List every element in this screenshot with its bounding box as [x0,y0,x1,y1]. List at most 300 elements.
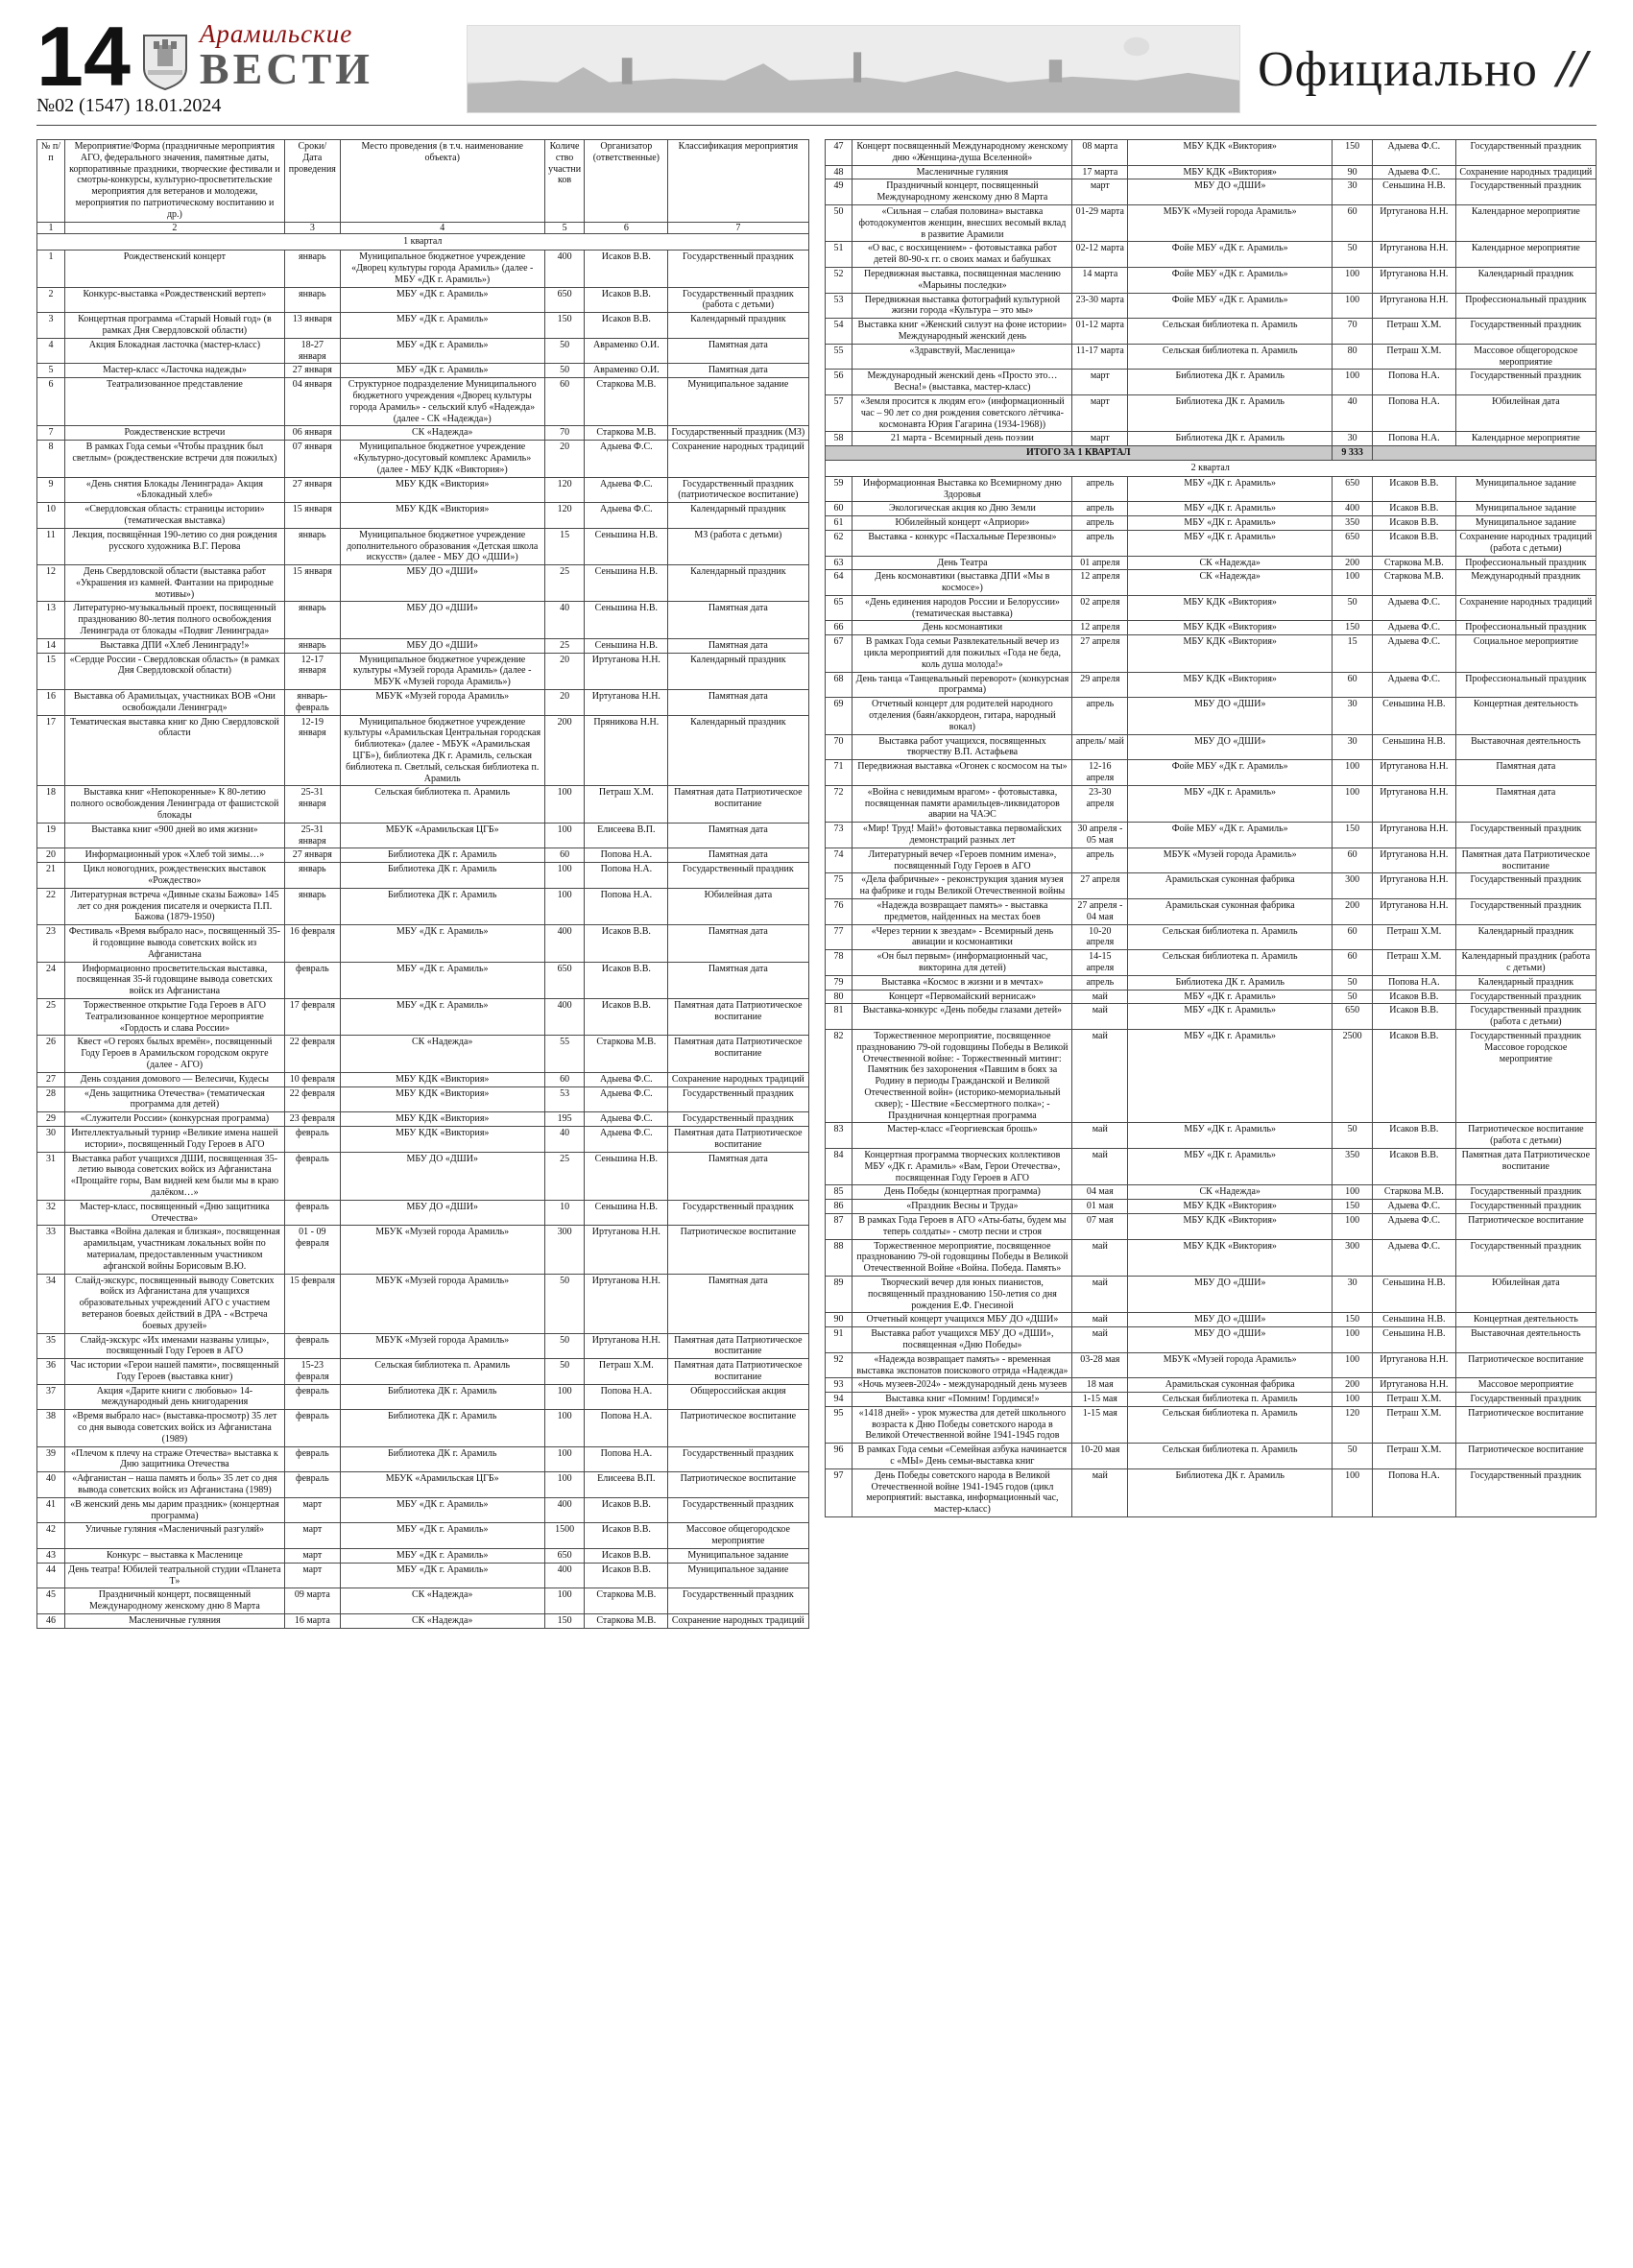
event-place: Муниципальное бюджетное учреждение дополнительного образования «Детская школа искусств» (далее - МБУ ДО «ДШИ») [340,528,544,564]
event-name: «Сильная – слабая половина» выставка фотодокументов женщин, внесших весомый вклад в развитие Арамили [853,204,1072,241]
column-number: 3 [284,222,340,234]
row-number: 21 [37,863,65,889]
organizer: Елисеева В.П. [585,1472,668,1498]
row-number: 63 [825,556,853,570]
row-number: 84 [825,1148,853,1184]
row-number: 38 [37,1410,65,1446]
participants-count: 30 [1333,432,1373,446]
event-name: «Афганистан – наша память и боль» 35 лет со дня вывода советских войск из Афганистана (1989) [64,1472,284,1498]
event-place: МБУ ДО «ДШИ» [340,565,544,602]
organizer: Петраш Х.М. [585,1359,668,1385]
participants-count: 100 [1333,785,1373,822]
event-name: «Ночь музеев-2024» - международный день музеев [853,1378,1072,1393]
classification: Муниципальное задание [668,1549,808,1564]
organizer: Старкова М.В. [1372,1185,1455,1200]
row-number: 41 [37,1497,65,1523]
event-date: май [1072,1468,1128,1516]
classification: Патриотическое воспитание [1455,1444,1596,1469]
event-date: 02 апреля [1072,595,1128,621]
event-name: Международный женский день «Просто это… Весна!» (выставка, мастер-класс) [853,370,1072,395]
event-date: май [1072,1327,1128,1353]
classification: Юбилейная дата [1455,394,1596,431]
row-number: 60 [825,502,853,516]
event-date: 04 мая [1072,1185,1128,1200]
participants-count: 25 [544,1152,585,1200]
table-row [37,338,809,364]
totals-filler [1372,446,1596,461]
organizer: Адыева Ф.С. [1372,595,1455,621]
participants-count: 100 [544,823,585,848]
event-date: 17 марта [1072,165,1128,179]
row-number: 37 [37,1384,65,1410]
event-place: Арамильская суконная фабрика [1128,873,1333,899]
table-row [825,1004,1597,1030]
event-place: МБУ «ДК г. Арамиль» [1128,1123,1333,1149]
classification: Календарное мероприятие [1455,204,1596,241]
event-name: Отчетный концерт для родителей народного отделения (баян/аккордеон, гитара, народный вокал) [853,698,1072,734]
event-name: Отчетный концерт учащихся МБУ ДО «ДШИ» [853,1313,1072,1327]
event-place: МБУ «ДК г. Арамиль» [340,338,544,364]
table-row [37,1200,809,1226]
city-panorama-image [467,25,1240,113]
participants-count: 650 [1333,530,1373,556]
event-place: МБУ «ДК г. Арамиль» [340,1523,544,1549]
event-name: Концертная программа «Старый Новый год» (в рамках Дня Свердловской области) [64,313,284,339]
classification: Профессиональный праздник [1455,672,1596,698]
classification: Государственный праздник [1455,370,1596,395]
organizer: Авраменко О.И. [585,338,668,364]
table-row [37,1384,809,1410]
event-place: МБУ КДК «Виктория» [1128,635,1333,672]
classification: Юбилейная дата [1455,1276,1596,1312]
event-place: МБУ ДО «ДШИ» [340,1152,544,1200]
table-row [825,1029,1597,1122]
event-name: «Надежда возвращает память» - временная выставка экспонатов поискового отряда «Надежда» [853,1352,1072,1378]
row-number: 68 [825,672,853,698]
event-place: МБУК «Музей города Арамиль» [340,1274,544,1333]
classification: Патриотическое воспитание [1455,1406,1596,1443]
organizer: Иртуганова Н.Н. [1372,267,1455,293]
event-place: МБУ КДК «Виктория» [1128,165,1333,179]
organizer: Пряникова Н.Н. [585,715,668,786]
classification: Государственный праздник [1455,899,1596,925]
event-name: «Время выбрало нас» (выставка-просмотр) 35 лет со дня вывода советских войск из Афганистана (1989) [64,1410,284,1446]
participants-count: 150 [544,1614,585,1629]
city-crest-icon [140,32,190,91]
organizer: Адыева Ф.С. [1372,672,1455,698]
table-row [825,1378,1597,1393]
event-place: МБУ КДК «Виктория» [1128,1213,1333,1239]
participants-count: 40 [544,602,585,638]
event-date: 30 апреля - 05 мая [1072,823,1128,848]
event-date: 10 февраля [284,1072,340,1086]
row-number: 44 [37,1563,65,1588]
event-name: Слайд-экскурс, посвященный выводу Советских войск из Афганистана для учащихся образовательных учреждений АГО с участием ветеранов боевых действий в ДРА - «Встреча боевых друзей» [64,1274,284,1333]
event-name: Концерт «Первомайский вернисаж» [853,990,1072,1004]
event-date: март [1072,179,1128,205]
table-row [37,1112,809,1127]
table-row [37,848,809,863]
totals-row [825,446,1597,461]
participants-count: 100 [1333,293,1373,319]
column-header: Количество участников [544,140,585,223]
row-number: 5 [37,364,65,378]
organizer: Исаков В.В. [585,1523,668,1549]
classification: Памятная дата [668,1152,808,1200]
organizer: Петраш Х.М. [585,786,668,823]
organizer: Старкова М.В. [585,1614,668,1629]
event-name: Юбилейный концерт «Априори» [853,516,1072,531]
organizer: Иртуганова Н.Н. [1372,204,1455,241]
row-number: 76 [825,899,853,925]
participants-count: 150 [1333,621,1373,635]
event-name: «Мир! Труд! Май!» фотовыставка первомайских демонстраций разных лет [853,823,1072,848]
participants-count: 60 [1333,672,1373,698]
event-date: 12-19 января [284,715,340,786]
event-date: май [1072,1148,1128,1184]
organizer: Адыева Ф.С. [585,1112,668,1127]
event-date: 01-29 марта [1072,204,1128,241]
event-name: Литературно-музыкальный проект, посвященный празднованию 80-летия полного освобождения Ленинграда от блокады «Подвиг Ленинграда» [64,602,284,638]
organizer: Попова Н.А. [1372,432,1455,446]
participants-count: 120 [544,503,585,529]
row-number: 48 [825,165,853,179]
event-date: 03-28 мая [1072,1352,1128,1378]
organizer: Адыева Ф.С. [585,1086,668,1112]
participants-count: 50 [544,1274,585,1333]
table-row [825,1352,1597,1378]
table-row [825,1406,1597,1443]
event-date: январь [284,602,340,638]
event-place: МБУ «ДК г. Арамиль» [1128,1148,1333,1184]
row-number: 16 [37,690,65,716]
table-row [825,698,1597,734]
classification: Государственный праздник [1455,1239,1596,1276]
event-name: Конкурс – выставка к Масленице [64,1549,284,1564]
event-name: Выставка ДПИ «Хлеб Ленинграду!» [64,638,284,653]
event-place: МБУК «Музей города Арамиль» [340,1333,544,1359]
row-number: 34 [37,1274,65,1333]
row-number: 55 [825,344,853,370]
row-number: 61 [825,516,853,531]
organizer: Попова Н.А. [1372,394,1455,431]
column-header: Организатор (ответственные) [585,140,668,223]
event-name: Передвижная выставка фотографий культурной жизни города «Культура – это мы» [853,293,1072,319]
event-name: В рамках Года Героев в АГО «Аты-баты, будем мы теперь солдаты» - смотр песни и строя [853,1213,1072,1239]
organizer: Петраш Х.М. [1372,344,1455,370]
organizer: Адыева Ф.С. [1372,1200,1455,1214]
event-place: МБУ «ДК г. Арамиль» [1128,476,1333,502]
event-name: «День защитника Отечества» (тематическая программа для детей) [64,1086,284,1112]
participants-count: 50 [544,1333,585,1359]
masthead-title [200,21,373,91]
event-date: январь [284,863,340,889]
participants-count: 120 [544,477,585,503]
event-name: Выставка об Арамильцах, участниках ВОВ «Они освобождали Ленинград» [64,690,284,716]
column-number: 6 [585,222,668,234]
participants-count: 25 [544,638,585,653]
event-place: МБУ ДО «ДШИ» [340,1200,544,1226]
event-name: Масленичные гуляния [64,1614,284,1629]
classification: Муниципальное задание [1455,502,1596,516]
classification: Государственный праздник [1455,873,1596,899]
classification: Патриотическое воспитание [668,1410,808,1446]
classification: Памятная дата Патриотическое воспитание [668,1359,808,1385]
row-number: 20 [37,848,65,863]
event-name: «Свердловская область: страницы истории» (тематическая выставка) [64,503,284,529]
participants-count: 150 [1333,1200,1373,1214]
event-date: 01-12 марта [1072,319,1128,345]
participants-count: 50 [1333,1123,1373,1149]
classification: Концертная деятельность [1455,1313,1596,1327]
participants-count: 650 [1333,1004,1373,1030]
event-place: Библиотека ДК г. Арамиль [340,848,544,863]
row-number: 50 [825,204,853,241]
event-place: Библиотека ДК г. Арамиль [340,888,544,924]
event-date: 15 февраля [284,1274,340,1333]
event-place: Фойе МБУ «ДК г. Арамиль» [1128,267,1333,293]
event-name: Тематическая выставка книг ко Дню Свердловской области [64,715,284,786]
organizer: Сеньшина Н.В. [1372,734,1455,760]
event-name: «В женский день мы дарим праздник» (концертная программа) [64,1497,284,1523]
organizer: Иртуганова Н.Н. [585,1274,668,1333]
organizer: Сеньшина Н.В. [1372,1327,1455,1353]
event-place: МБУ КДК «Виктория» [1128,1239,1333,1276]
organizer: Исаков В.В. [585,287,668,313]
organizer: Петраш Х.М. [1372,1444,1455,1469]
row-number: 46 [37,1614,65,1629]
masthead [36,8,1597,126]
participants-count: 100 [544,786,585,823]
event-date: март [284,1523,340,1549]
section-title: Официально [1258,41,1538,97]
classification: Государственный праздник [1455,140,1596,166]
event-name: Литературная встреча «Дивные сказы Бажова» 145 лет со дня рождения писателя и очеркиста П.П. Бажова (1879-1950) [64,888,284,924]
event-date: апрель [1072,502,1128,516]
event-place: МБУ КДК «Виктория» [1128,672,1333,698]
classification: Государственный праздник [1455,823,1596,848]
classification: Государственный праздник [1455,990,1596,1004]
event-place: СК «Надежда» [1128,556,1333,570]
event-place: МБУК «Музей города Арамиль» [1128,1352,1333,1378]
section-block [1258,38,1597,100]
table-row [37,528,809,564]
event-name: День космонавтики (выставка ДПИ «Мы в космосе») [853,570,1072,596]
classification: МЗ (работа с детьми) [668,528,808,564]
classification: Муниципальное задание [1455,516,1596,531]
organizer: Авраменко О.И. [585,364,668,378]
column-header: Классификация мероприятия [668,140,808,223]
event-place: СК «Надежда» [340,1588,544,1614]
organizer: Исаков В.В. [585,1497,668,1523]
participants-count: 650 [544,962,585,998]
event-date: 27 января [284,364,340,378]
row-number: 6 [37,378,65,426]
row-number: 79 [825,975,853,990]
row-number: 43 [37,1549,65,1564]
event-date: 27 января [284,848,340,863]
classification: Памятная дата [668,364,808,378]
table-row [37,1446,809,1472]
event-date: 1-15 мая [1072,1393,1128,1407]
event-name: Выставка работ учащихся, посвященных творчеству В.П. Астафьева [853,734,1072,760]
event-date: 27 апреля [1072,873,1128,899]
event-place: МБУ «ДК г. Арамиль» [340,287,544,313]
table-row [37,962,809,998]
event-place: МБУ ДО «ДШИ» [1128,1276,1333,1312]
row-number: 72 [825,785,853,822]
event-place: МБУ «ДК г. Арамиль» [1128,785,1333,822]
participants-count: 70 [544,426,585,441]
table-row [825,165,1597,179]
participants-count: 100 [1333,570,1373,596]
event-name: День Победы (концертная программа) [853,1185,1072,1200]
classification: Памятная дата [668,848,808,863]
event-place: Фойе МБУ «ДК г. Арамиль» [1128,760,1333,786]
participants-count: 2500 [1333,1029,1373,1122]
classification: Массовое общегородское мероприятие [1455,344,1596,370]
table-row [37,863,809,889]
table-row [825,848,1597,873]
event-date: 09 марта [284,1588,340,1614]
event-place: МБУ ДО «ДШИ» [1128,698,1333,734]
event-place: Библиотека ДК г. Арамиль [340,1384,544,1410]
organizer: Исаков В.В. [1372,502,1455,516]
section-slashes-mark: // [1556,39,1587,99]
event-name: «1418 дней» - урок мужества для детей школьного возраста к Дню Победы советского народа в Великой Отечественной войне 1941-1945 годов [853,1406,1072,1443]
row-number: 19 [37,823,65,848]
event-date: 22 февраля [284,1036,340,1072]
event-date: 14-15 апреля [1072,950,1128,976]
event-place: МБУ ДО «ДШИ» [1128,1327,1333,1353]
row-number: 26 [37,1036,65,1072]
table-row [37,998,809,1035]
page-content [36,139,1597,1629]
classification: Государственный праздник [1455,1200,1596,1214]
event-date: 04 января [284,378,340,426]
event-place: Муниципальное бюджетное учреждение культуры «Музей города Арамиль» (далее - МБУК «Музей города Арамиль») [340,653,544,689]
event-place: МБУ ДО «ДШИ» [340,638,544,653]
organizer: Исаков В.В. [1372,530,1455,556]
events-table-left [36,139,809,1629]
row-number: 52 [825,267,853,293]
table-row [37,441,809,477]
event-place: МБУ «ДК г. Арамиль» [1128,1029,1333,1122]
table-row [825,179,1597,205]
event-date: 07 мая [1072,1213,1128,1239]
event-name: «Сердце России - Свердловская область» (в рамках Дня Свердловской области) [64,653,284,689]
event-name: Театрализованное представление [64,378,284,426]
event-name: Концерт посвященный Международному женскому дню «Женщина-душа Вселенной» [853,140,1072,166]
classification: Памятная дата Патриотическое воспитание [668,1036,808,1072]
organizer: Попова Н.А. [1372,370,1455,395]
row-number: 74 [825,848,853,873]
event-place: МБУ «ДК г. Арамиль» [340,313,544,339]
row-number: 94 [825,1393,853,1407]
participants-count: 55 [544,1036,585,1072]
organizer: Петраш Х.М. [1372,1406,1455,1443]
event-place: Сельская библиотека п. Арамиль [340,786,544,823]
organizer: Исаков В.В. [1372,1123,1455,1149]
organizer: Сеньшина Н.В. [1372,1276,1455,1312]
organizer: Старкова М.В. [585,378,668,426]
event-place: СК «Надежда» [1128,570,1333,596]
organizer: Адыева Ф.С. [1372,1239,1455,1276]
row-number: 3 [37,313,65,339]
event-date: 23-30 апреля [1072,785,1128,822]
participants-count: 25 [544,565,585,602]
masthead-title-bottom: ВЕСТИ [199,44,373,93]
table-row [825,734,1597,760]
event-name: Передвижная выставка «Огонек с космосом на ты» [853,760,1072,786]
table-row [825,476,1597,502]
table-row [825,672,1597,698]
participants-count: 1500 [544,1523,585,1549]
participants-count: 300 [1333,873,1373,899]
organizer: Иртуганова Н.Н. [585,1226,668,1274]
organizer: Адыева Ф.С. [1372,635,1455,672]
quarter-header-row [825,460,1597,476]
table-row [825,760,1597,786]
table-row [37,1549,809,1564]
participants-count: 100 [1333,370,1373,395]
organizer: Петраш Х.М. [1372,319,1455,345]
organizer: Адыева Ф.С. [585,1072,668,1086]
row-number: 42 [37,1523,65,1549]
organizer: Сеньшина Н.В. [1372,1313,1455,1327]
table-row [825,899,1597,925]
organizer: Исаков В.В. [1372,516,1455,531]
row-number: 14 [37,638,65,653]
event-name: Мастер-класс «Ласточка надежды» [64,364,284,378]
table-row [37,313,809,339]
table-row [825,204,1597,241]
row-number: 40 [37,1472,65,1498]
event-date: апрель [1072,516,1128,531]
classification: Государственный праздник [668,1086,808,1112]
row-number: 28 [37,1086,65,1112]
event-place: МБУК «Арамильская ЦГБ» [340,1472,544,1498]
row-number: 47 [825,140,853,166]
event-name: Информационный урок «Хлеб той зимы…» [64,848,284,863]
event-name: «Служители России» (конкурсная программа) [64,1112,284,1127]
event-date: февраль [284,1152,340,1200]
participants-count: 650 [544,1549,585,1564]
event-name: Акция «Дарите книги с любовью» 14-международный день книгодарения [64,1384,284,1410]
table-row [825,621,1597,635]
table-row [825,950,1597,976]
participants-count: 200 [1333,1378,1373,1393]
event-name: Выставка книг «900 дней во имя жизни» [64,823,284,848]
event-place: Библиотека ДК г. Арамиль [1128,394,1333,431]
event-date: 17 февраля [284,998,340,1035]
event-place: МБУ КДК «Виктория» [340,1072,544,1086]
event-date: май [1072,1276,1128,1312]
row-number: 90 [825,1313,853,1327]
event-name: Рождественские встречи [64,426,284,441]
table-row [37,1072,809,1086]
row-number: 82 [825,1029,853,1122]
row-number: 24 [37,962,65,998]
table-row [37,426,809,441]
events-table-right [825,139,1597,1517]
participants-count: 50 [1333,595,1373,621]
participants-count: 60 [1333,924,1373,950]
event-name: 21 марта - Всемирный день поэзии [853,432,1072,446]
event-place: Фойе МБУ «ДК г. Арамиль» [1128,293,1333,319]
table-row [37,602,809,638]
organizer: Попова Н.А. [585,863,668,889]
